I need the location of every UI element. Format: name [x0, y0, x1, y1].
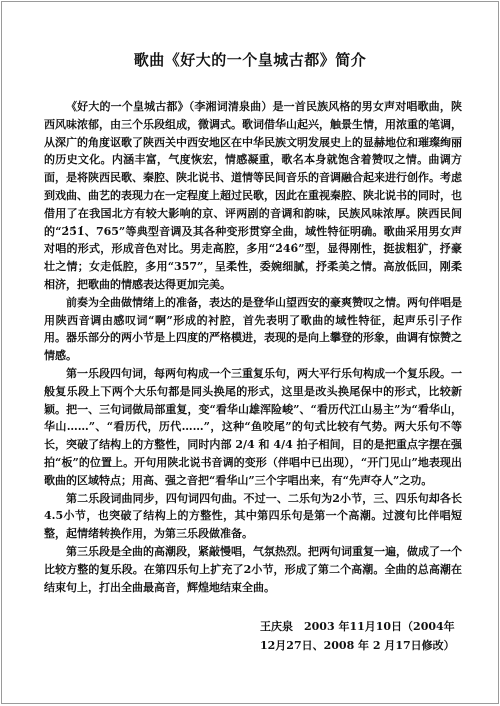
document-page	[1, 1, 499, 704]
document-title: 歌曲《好大的一个皇城古都》简介	[133, 51, 367, 69]
paragraph-section-one: 第一乐段四句词，每两句构成一个三重复乐句，两大平行乐句构成一个复乐段。一般复乐段上下两个大乐句都是同头换尾的形式，这里是改头换尾保中的形式，比较新颖。把一、三句词做局部重复，变“看华山雄浑险峻”、“看历代江山易主”为“看华山，华山……”、“看历代，历代……”，这种“鱼咬尾”的句式比较有气势。两大乐句不等长，突破了结构上的方整性，同时内部 2/4 和 4/4 拍子相间，目的是把重点字摆在强拍“板”的位置上。开句用陕北说书音调的变形（伴唱中已出现），“开门见山”地表现出歌曲的区域特点；用高、强之音把“看华山”三个字唱出来，有“先声夺人”之功。	[44, 366, 462, 487]
document-body	[44, 98, 462, 596]
paragraph-section-two: 第二乐段词曲同步，四句词四句曲。不过一、二乐句为2小节，三、四乐句却各长4.5小节，也突破了结构上的方整性，其中第四乐句是第一个高潮。过渡句比伴唱短整，起情绪转换作用，为第三乐段做准备。	[44, 491, 462, 541]
signature-line-1: 王庆泉 2003 年11月10日（2004年	[260, 620, 455, 633]
paragraph-intro: 《好大的一个皇城古都》（李湘词清泉曲）是一首民族风格的男女声对唱歌曲，陕西风味浓郁，由三个乐段组成，微调式。歌词借华山起兴，触景生情，用浓重的笔调，从深广的角度讴歌了陕西关中西安地区在中华民族文明发展史上的显赫地位和璀璨绚丽的历史文化。内涵丰富，气度恢宏，情感凝重，歌名本身就饱含着赞叹之情。曲调方面，是将陕西民歌、秦腔、陕北说书、道情等民间音乐的音调融合起来进行创作。考虑到戏曲、曲艺的表现力在一定程度上超过民歌，因此在重视秦腔、陕北说书的同时，也借用了在我国北方有较大影响的京、评两剧的音调和韵味，民族风味浓厚。陕西民间的“2̇5̇1̇、765”等典型音调及其各种变形贯穿全曲，域性特征明确。歌曲采用男女声对唱的形式，形成音色对比。男走高腔，多用“2̇46̇”型，显得刚性，挺拔粗犷，抒豪壮之情；女走低腔，多用“357”，呈柔性，委婉细腻，抒柔美之情。高放低回，刚柔相济，把歌曲的情感表达得更加完美。	[44, 100, 462, 291]
paragraph-prelude: 前奏为全曲做情绪上的准备，表达的是登华山望西安的豪爽赞叹之情。两句伴唱是用陕西音调由感叹词“啊”形成的衬腔，首先表明了歌曲的域性特征，起声乐引子作用。器乐部分的两小节是上四度的严格模进，表现的是向上攀登的形象，曲调有惊赞之情感。	[44, 295, 462, 363]
author-signature	[260, 617, 455, 655]
signature-line-2: 12月27日、2008 年 2 月17日修改）	[260, 639, 455, 652]
paragraph-section-three: 第三乐段是全曲的高潮段，紧敲慢唱，气氛热烈。把两句词重复一遍，做成了一个比较方整的复乐段。在第四乐句上扩充了2小节，形成了第二个高潮。全曲的总高潮在结束句上，打出全曲最高音，辉煌地结束全曲。	[44, 544, 462, 594]
